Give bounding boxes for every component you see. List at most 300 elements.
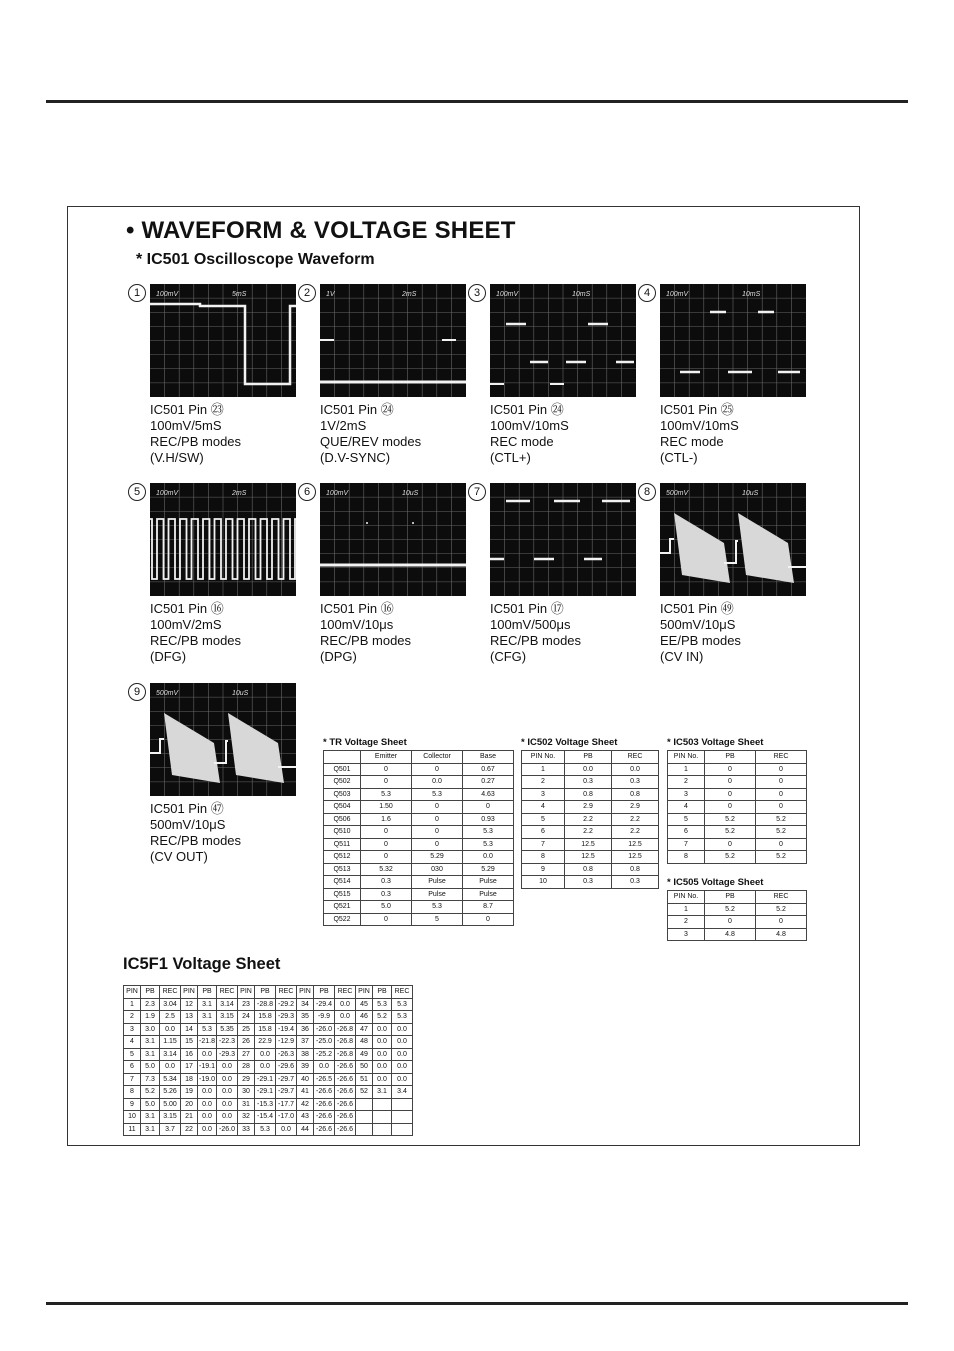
table-row bbox=[324, 838, 514, 851]
table-cell: 39 bbox=[297, 1061, 314, 1074]
table-header-cell: PB bbox=[314, 986, 335, 999]
trace-cv-block bbox=[164, 713, 220, 783]
table-cell bbox=[392, 1111, 413, 1124]
table-cell: 5.3 bbox=[255, 1123, 276, 1136]
table-cell: 0 bbox=[361, 851, 412, 864]
table-cell: 4.8 bbox=[705, 928, 756, 941]
table-cell: Q521 bbox=[324, 901, 361, 914]
ic505-voltage-sheet bbox=[667, 876, 807, 941]
table-cell: -17.7 bbox=[276, 1098, 297, 1111]
table-cell: -25.0 bbox=[314, 1036, 335, 1049]
table-cell: 5.00 bbox=[160, 1098, 181, 1111]
table-cell: 5.2 bbox=[705, 826, 756, 839]
table-cell: Pulse bbox=[463, 876, 514, 889]
table-row bbox=[324, 813, 514, 826]
table-cell: 5 bbox=[668, 813, 705, 826]
timebase-readout: 5mS bbox=[232, 291, 247, 298]
table-cell: 0.0 bbox=[612, 763, 659, 776]
oscilloscope-screen bbox=[320, 284, 466, 397]
table-cell: 12.5 bbox=[565, 851, 612, 864]
table-cell: -28.8 bbox=[255, 998, 276, 1011]
table-cell: 20 bbox=[181, 1098, 198, 1111]
table-cell: 0 bbox=[463, 913, 514, 926]
table-header-row bbox=[668, 891, 807, 904]
table-row bbox=[668, 903, 807, 916]
table-row bbox=[124, 1086, 413, 1099]
oscilloscope-trace bbox=[490, 483, 636, 596]
waveform-number: 6 bbox=[298, 483, 316, 501]
table-cell: 8 bbox=[522, 851, 565, 864]
table-cell: 21 bbox=[181, 1111, 198, 1124]
table-cell: Q503 bbox=[324, 788, 361, 801]
table-cell: 12 bbox=[181, 998, 198, 1011]
table-cell: Q504 bbox=[324, 801, 361, 814]
oscilloscope-trace bbox=[150, 284, 296, 397]
timebase-readout: 10mS bbox=[572, 291, 591, 298]
table-cell: 1.15 bbox=[160, 1036, 181, 1049]
waveform-caption bbox=[320, 402, 421, 466]
ic502-voltage-table bbox=[521, 750, 659, 889]
table-cell: 1 bbox=[124, 998, 141, 1011]
oscilloscope-trace bbox=[320, 483, 466, 596]
table-cell: 47 bbox=[356, 1023, 373, 1036]
scale-readout: 100mV bbox=[156, 490, 179, 497]
waveform-8 bbox=[638, 483, 808, 673]
caption-line: IC501 Pin ㉔ bbox=[490, 402, 564, 417]
table-row bbox=[522, 863, 659, 876]
table-cell: -29.1 bbox=[255, 1086, 276, 1099]
timebase-readout: 10mS bbox=[742, 291, 761, 298]
oscilloscope-screen bbox=[150, 284, 296, 397]
table-header-cell: PB bbox=[255, 986, 276, 999]
ic503-voltage-sheet bbox=[667, 736, 807, 864]
table-cell: Q522 bbox=[324, 913, 361, 926]
table-cell: 0.8 bbox=[565, 863, 612, 876]
table-cell: 0.0 bbox=[160, 1061, 181, 1074]
table-header-cell: REC bbox=[756, 751, 807, 764]
table-header-cell: REC bbox=[392, 986, 413, 999]
table-cell: -26.3 bbox=[276, 1048, 297, 1061]
table-cell: 0.0 bbox=[392, 1061, 413, 1074]
waveform-number: 9 bbox=[128, 683, 146, 701]
table-header-cell: REC bbox=[756, 891, 807, 904]
table-cell: 26 bbox=[238, 1036, 255, 1049]
table-cell: 9 bbox=[522, 863, 565, 876]
table-cell: 9 bbox=[124, 1098, 141, 1111]
table-header-cell: REC bbox=[217, 986, 238, 999]
table-cell: -26.8 bbox=[335, 1048, 356, 1061]
table-cell: 2.3 bbox=[141, 998, 160, 1011]
table-cell: 5.3 bbox=[463, 838, 514, 851]
table-cell: -29.7 bbox=[276, 1073, 297, 1086]
table-cell: 5 bbox=[522, 813, 565, 826]
waveform-2 bbox=[298, 284, 468, 474]
table-cell: -12.9 bbox=[276, 1036, 297, 1049]
table-cell: 5.2 bbox=[705, 903, 756, 916]
table-cell: 36 bbox=[297, 1023, 314, 1036]
table-cell: 5.0 bbox=[141, 1061, 160, 1074]
table-cell: 15 bbox=[181, 1036, 198, 1049]
table-cell: 0 bbox=[361, 838, 412, 851]
table-cell: -26.6 bbox=[335, 1111, 356, 1124]
table-cell: 5.3 bbox=[392, 998, 413, 1011]
table-cell bbox=[373, 1098, 392, 1111]
oscilloscope-screen bbox=[150, 483, 296, 596]
table-cell: 15.8 bbox=[255, 1023, 276, 1036]
caption-line: REC/PB modes bbox=[490, 633, 582, 648]
caption-line: 500mV/10μS bbox=[660, 617, 736, 632]
table-header-cell: Emitter bbox=[361, 751, 412, 764]
waveform-caption bbox=[150, 402, 241, 466]
table-row bbox=[522, 826, 659, 839]
table-cell: 48 bbox=[356, 1036, 373, 1049]
table-cell: 0.0 bbox=[198, 1111, 217, 1124]
table-header-row bbox=[522, 751, 659, 764]
table-row bbox=[124, 1023, 413, 1036]
table-cell: 3.15 bbox=[160, 1111, 181, 1124]
timebase-readout: 10uS bbox=[232, 690, 249, 697]
table-cell: 0 bbox=[361, 763, 412, 776]
table-cell: 0.0 bbox=[255, 1061, 276, 1074]
table-row bbox=[668, 838, 807, 851]
table-cell: 3.0 bbox=[141, 1023, 160, 1036]
table-cell: 2 bbox=[668, 916, 705, 929]
table-cell: Q502 bbox=[324, 776, 361, 789]
table-cell: 7.3 bbox=[141, 1073, 160, 1086]
table-cell: 0.0 bbox=[217, 1073, 238, 1086]
table-header-row bbox=[324, 751, 514, 764]
table-cell: Q512 bbox=[324, 851, 361, 864]
oscilloscope-screen bbox=[490, 483, 636, 596]
table-cell: 18 bbox=[181, 1073, 198, 1086]
table-cell: 5.0 bbox=[361, 901, 412, 914]
table-cell: -26.8 bbox=[335, 1036, 356, 1049]
table-cell: 17 bbox=[181, 1061, 198, 1074]
table-cell: 5.2 bbox=[141, 1086, 160, 1099]
table-cell: 16 bbox=[181, 1048, 198, 1061]
table-cell: 0.0 bbox=[217, 1111, 238, 1124]
table-cell: 0.0 bbox=[217, 1086, 238, 1099]
table-cell: 1 bbox=[668, 763, 705, 776]
waveform-5 bbox=[128, 483, 298, 673]
caption-line: 100mV/10mS bbox=[660, 418, 739, 433]
table-cell: 5 bbox=[124, 1048, 141, 1061]
table-row bbox=[522, 788, 659, 801]
table-cell: 3.1 bbox=[373, 1086, 392, 1099]
table-cell: 0.0 bbox=[392, 1073, 413, 1086]
table-cell: 5.3 bbox=[392, 1011, 413, 1024]
table-cell: 3.1 bbox=[141, 1123, 160, 1136]
caption-line: REC mode bbox=[490, 434, 554, 449]
table-row bbox=[668, 851, 807, 864]
caption-line: (CTL-) bbox=[660, 450, 698, 465]
page-title: • WAVEFORM & VOLTAGE SHEET bbox=[126, 217, 516, 244]
table-row bbox=[324, 776, 514, 789]
caption-line: 100mV/2mS bbox=[150, 617, 222, 632]
table-cell: 3.14 bbox=[217, 998, 238, 1011]
table-cell: 8.7 bbox=[463, 901, 514, 914]
ic502-voltage-sheet bbox=[521, 736, 659, 889]
table-header-row bbox=[668, 751, 807, 764]
table-cell: 2.5 bbox=[160, 1011, 181, 1024]
waveform-4 bbox=[638, 284, 808, 474]
table-row bbox=[324, 901, 514, 914]
scale-readout: 100mV bbox=[666, 291, 689, 298]
table-cell: 3.1 bbox=[141, 1048, 160, 1061]
table-cell: 24 bbox=[238, 1011, 255, 1024]
table-cell: 13 bbox=[181, 1011, 198, 1024]
table-cell: 0 bbox=[463, 801, 514, 814]
table-cell: 5.0 bbox=[141, 1098, 160, 1111]
table-cell: 34 bbox=[297, 998, 314, 1011]
table-cell: -9.9 bbox=[314, 1011, 335, 1024]
table-cell: 28 bbox=[238, 1061, 255, 1074]
table-row bbox=[668, 776, 807, 789]
table-cell: 1.50 bbox=[361, 801, 412, 814]
table-row bbox=[124, 1073, 413, 1086]
caption-line: IC501 Pin ⑯ bbox=[320, 601, 394, 616]
waveform-number: 1 bbox=[128, 284, 146, 302]
table-cell: 0 bbox=[412, 813, 463, 826]
caption-line: (CFG) bbox=[490, 649, 527, 664]
table-cell: 3 bbox=[668, 788, 705, 801]
table-cell: 0.8 bbox=[565, 788, 612, 801]
table-cell: 1 bbox=[668, 903, 705, 916]
ic503-sheet-title: * IC503 Voltage Sheet bbox=[667, 737, 764, 748]
table-cell: 44 bbox=[297, 1123, 314, 1136]
table-row bbox=[324, 888, 514, 901]
table-cell: 31 bbox=[238, 1098, 255, 1111]
table-cell: 3.4 bbox=[392, 1086, 413, 1099]
table-row bbox=[324, 863, 514, 876]
caption-line: (CV OUT) bbox=[150, 849, 208, 864]
caption-line: REC mode bbox=[660, 434, 724, 449]
table-row bbox=[668, 826, 807, 839]
table-cell: 50 bbox=[356, 1061, 373, 1074]
scale-readout: 500mV bbox=[156, 690, 179, 697]
table-cell: 14 bbox=[181, 1023, 198, 1036]
waveform-number: 4 bbox=[638, 284, 656, 302]
table-row bbox=[668, 813, 807, 826]
oscilloscope-trace bbox=[490, 284, 636, 397]
table-cell: 6 bbox=[522, 826, 565, 839]
tr-voltage-sheet bbox=[323, 736, 514, 926]
table-cell: -26.5 bbox=[314, 1073, 335, 1086]
table-cell: 5.3 bbox=[361, 788, 412, 801]
caption-line: QUE/REV modes bbox=[320, 434, 422, 449]
waveform-caption bbox=[660, 601, 741, 665]
table-cell: 1.6 bbox=[361, 813, 412, 826]
ic5f1-sheet-title: IC5F1 Voltage Sheet bbox=[123, 955, 281, 973]
table-header-cell: REC bbox=[160, 986, 181, 999]
table-cell: 35 bbox=[297, 1011, 314, 1024]
table-row bbox=[324, 788, 514, 801]
table-cell: -26.6 bbox=[335, 1073, 356, 1086]
caption-line: REC/PB modes bbox=[320, 633, 412, 648]
table-cell: 8 bbox=[668, 851, 705, 864]
table-cell: 5.26 bbox=[160, 1086, 181, 1099]
table-cell bbox=[356, 1098, 373, 1111]
scale-readout: 100mV bbox=[156, 291, 179, 298]
section-subtitle: * IC501 Oscilloscope Waveform bbox=[136, 251, 375, 268]
table-header-cell: PB bbox=[705, 751, 756, 764]
oscilloscope-trace bbox=[150, 483, 296, 596]
table-cell: Pulse bbox=[412, 876, 463, 889]
table-cell: 0 bbox=[412, 826, 463, 839]
table-row bbox=[124, 1061, 413, 1074]
oscilloscope-screen bbox=[660, 284, 806, 397]
table-row bbox=[668, 801, 807, 814]
table-cell: 22.9 bbox=[255, 1036, 276, 1049]
table-cell: 43 bbox=[297, 1111, 314, 1124]
table-cell: 4.8 bbox=[756, 928, 807, 941]
table-cell: 6 bbox=[124, 1061, 141, 1074]
trace-cv-block bbox=[228, 713, 284, 783]
table-cell: -29.1 bbox=[255, 1073, 276, 1086]
table-header-cell: PIN No. bbox=[668, 891, 705, 904]
table-cell: 2.2 bbox=[612, 826, 659, 839]
table-cell: 0 bbox=[705, 916, 756, 929]
caption-line: 100mV/500μs bbox=[490, 617, 571, 632]
table-cell: 0.0 bbox=[373, 1061, 392, 1074]
table-cell: 4 bbox=[522, 801, 565, 814]
caption-line: IC501 Pin ⑰ bbox=[490, 601, 564, 616]
table-cell: Pulse bbox=[463, 888, 514, 901]
table-row bbox=[324, 763, 514, 776]
table-row bbox=[124, 1123, 413, 1136]
table-cell: 42 bbox=[297, 1098, 314, 1111]
scale-readout: 100mV bbox=[496, 291, 519, 298]
table-cell: 0.3 bbox=[565, 876, 612, 889]
table-cell: 5.2 bbox=[373, 1011, 392, 1024]
table-cell: 0.0 bbox=[198, 1123, 217, 1136]
waveform-6 bbox=[298, 483, 468, 673]
table-cell: -26.6 bbox=[335, 1098, 356, 1111]
table-cell bbox=[373, 1111, 392, 1124]
table-cell: 0.0 bbox=[373, 1073, 392, 1086]
table-cell: 37 bbox=[297, 1036, 314, 1049]
table-cell: 22 bbox=[181, 1123, 198, 1136]
table-cell: 0 bbox=[756, 916, 807, 929]
waveform-3 bbox=[468, 284, 638, 474]
table-cell: 1.9 bbox=[141, 1011, 160, 1024]
table-cell: 15.8 bbox=[255, 1011, 276, 1024]
table-cell: -15.4 bbox=[255, 1111, 276, 1124]
tr-voltage-table bbox=[323, 750, 514, 926]
table-cell: 5.3 bbox=[412, 901, 463, 914]
table-row bbox=[668, 763, 807, 776]
table-cell: -29.4 bbox=[314, 998, 335, 1011]
table-cell: 10 bbox=[124, 1111, 141, 1124]
table-cell: 3.1 bbox=[198, 1011, 217, 1024]
waveform-7 bbox=[468, 483, 638, 673]
ic502-sheet-title: * IC502 Voltage Sheet bbox=[521, 737, 618, 748]
table-cell: 5.29 bbox=[412, 851, 463, 864]
table-cell: 5.29 bbox=[463, 863, 514, 876]
table-header-cell: PB bbox=[705, 891, 756, 904]
table-header-cell: REC bbox=[276, 986, 297, 999]
table-cell: 5.2 bbox=[705, 851, 756, 864]
table-cell: 0.0 bbox=[160, 1023, 181, 1036]
table-row bbox=[324, 876, 514, 889]
waveform-caption bbox=[150, 801, 241, 865]
table-cell: -15.3 bbox=[255, 1098, 276, 1111]
oscilloscope-trace bbox=[660, 284, 806, 397]
table-cell: 2.2 bbox=[612, 813, 659, 826]
caption-line: (DPG) bbox=[320, 649, 357, 664]
table-cell bbox=[356, 1111, 373, 1124]
table-cell: 0 bbox=[756, 788, 807, 801]
oscilloscope-trace bbox=[320, 284, 466, 397]
table-cell: 0.0 bbox=[373, 1023, 392, 1036]
table-cell: 27 bbox=[238, 1048, 255, 1061]
table-cell: 7 bbox=[522, 838, 565, 851]
table-cell: -21.8 bbox=[198, 1036, 217, 1049]
table-cell: 45 bbox=[356, 998, 373, 1011]
table-cell: 3.14 bbox=[160, 1048, 181, 1061]
table-row bbox=[324, 913, 514, 926]
ic505-voltage-table bbox=[667, 890, 807, 941]
table-cell: 0.0 bbox=[392, 1036, 413, 1049]
table-cell: -26.6 bbox=[335, 1123, 356, 1136]
table-cell: 4 bbox=[124, 1036, 141, 1049]
table-row bbox=[522, 801, 659, 814]
table-cell: 0.8 bbox=[612, 788, 659, 801]
table-cell: 0.93 bbox=[463, 813, 514, 826]
table-cell: 0.0 bbox=[314, 1061, 335, 1074]
table-cell: 2.2 bbox=[565, 813, 612, 826]
table-cell: Q510 bbox=[324, 826, 361, 839]
table-header-cell: PIN bbox=[181, 986, 198, 999]
waveform-9 bbox=[128, 683, 298, 873]
table-cell: 0.0 bbox=[198, 1098, 217, 1111]
table-cell: -26.8 bbox=[335, 1023, 356, 1036]
table-cell: 030 bbox=[412, 863, 463, 876]
table-cell: -29.7 bbox=[276, 1086, 297, 1099]
table-cell: 0.0 bbox=[463, 851, 514, 864]
table-cell: 49 bbox=[356, 1048, 373, 1061]
table-cell: 0.8 bbox=[612, 863, 659, 876]
caption-line: 100mV/10μs bbox=[320, 617, 394, 632]
caption-line: (DFG) bbox=[150, 649, 187, 664]
table-cell: 4 bbox=[668, 801, 705, 814]
table-header-cell: Base bbox=[463, 751, 514, 764]
table-cell: 5.34 bbox=[160, 1073, 181, 1086]
table-cell bbox=[392, 1098, 413, 1111]
table-cell: 3.1 bbox=[198, 998, 217, 1011]
table-row bbox=[668, 928, 807, 941]
table-cell: -29.3 bbox=[217, 1048, 238, 1061]
table-cell: 2.9 bbox=[612, 801, 659, 814]
table-cell: -19.4 bbox=[276, 1023, 297, 1036]
oscilloscope-trace bbox=[660, 483, 806, 596]
caption-line: IC501 Pin ⑯ bbox=[150, 601, 224, 616]
table-row bbox=[124, 998, 413, 1011]
bottom-rule bbox=[46, 1302, 908, 1305]
table-cell bbox=[356, 1123, 373, 1136]
table-cell: 0.3 bbox=[612, 876, 659, 889]
waveform-number: 2 bbox=[298, 284, 316, 302]
table-cell: -29.3 bbox=[276, 1011, 297, 1024]
table-cell: 7 bbox=[124, 1073, 141, 1086]
table-cell: 7 bbox=[668, 838, 705, 851]
waveform-caption bbox=[150, 601, 241, 665]
table-cell: -25.2 bbox=[314, 1048, 335, 1061]
table-cell: 0.0 bbox=[276, 1123, 297, 1136]
table-cell: 10 bbox=[522, 876, 565, 889]
trace-cv-block bbox=[738, 513, 794, 583]
table-row bbox=[522, 876, 659, 889]
